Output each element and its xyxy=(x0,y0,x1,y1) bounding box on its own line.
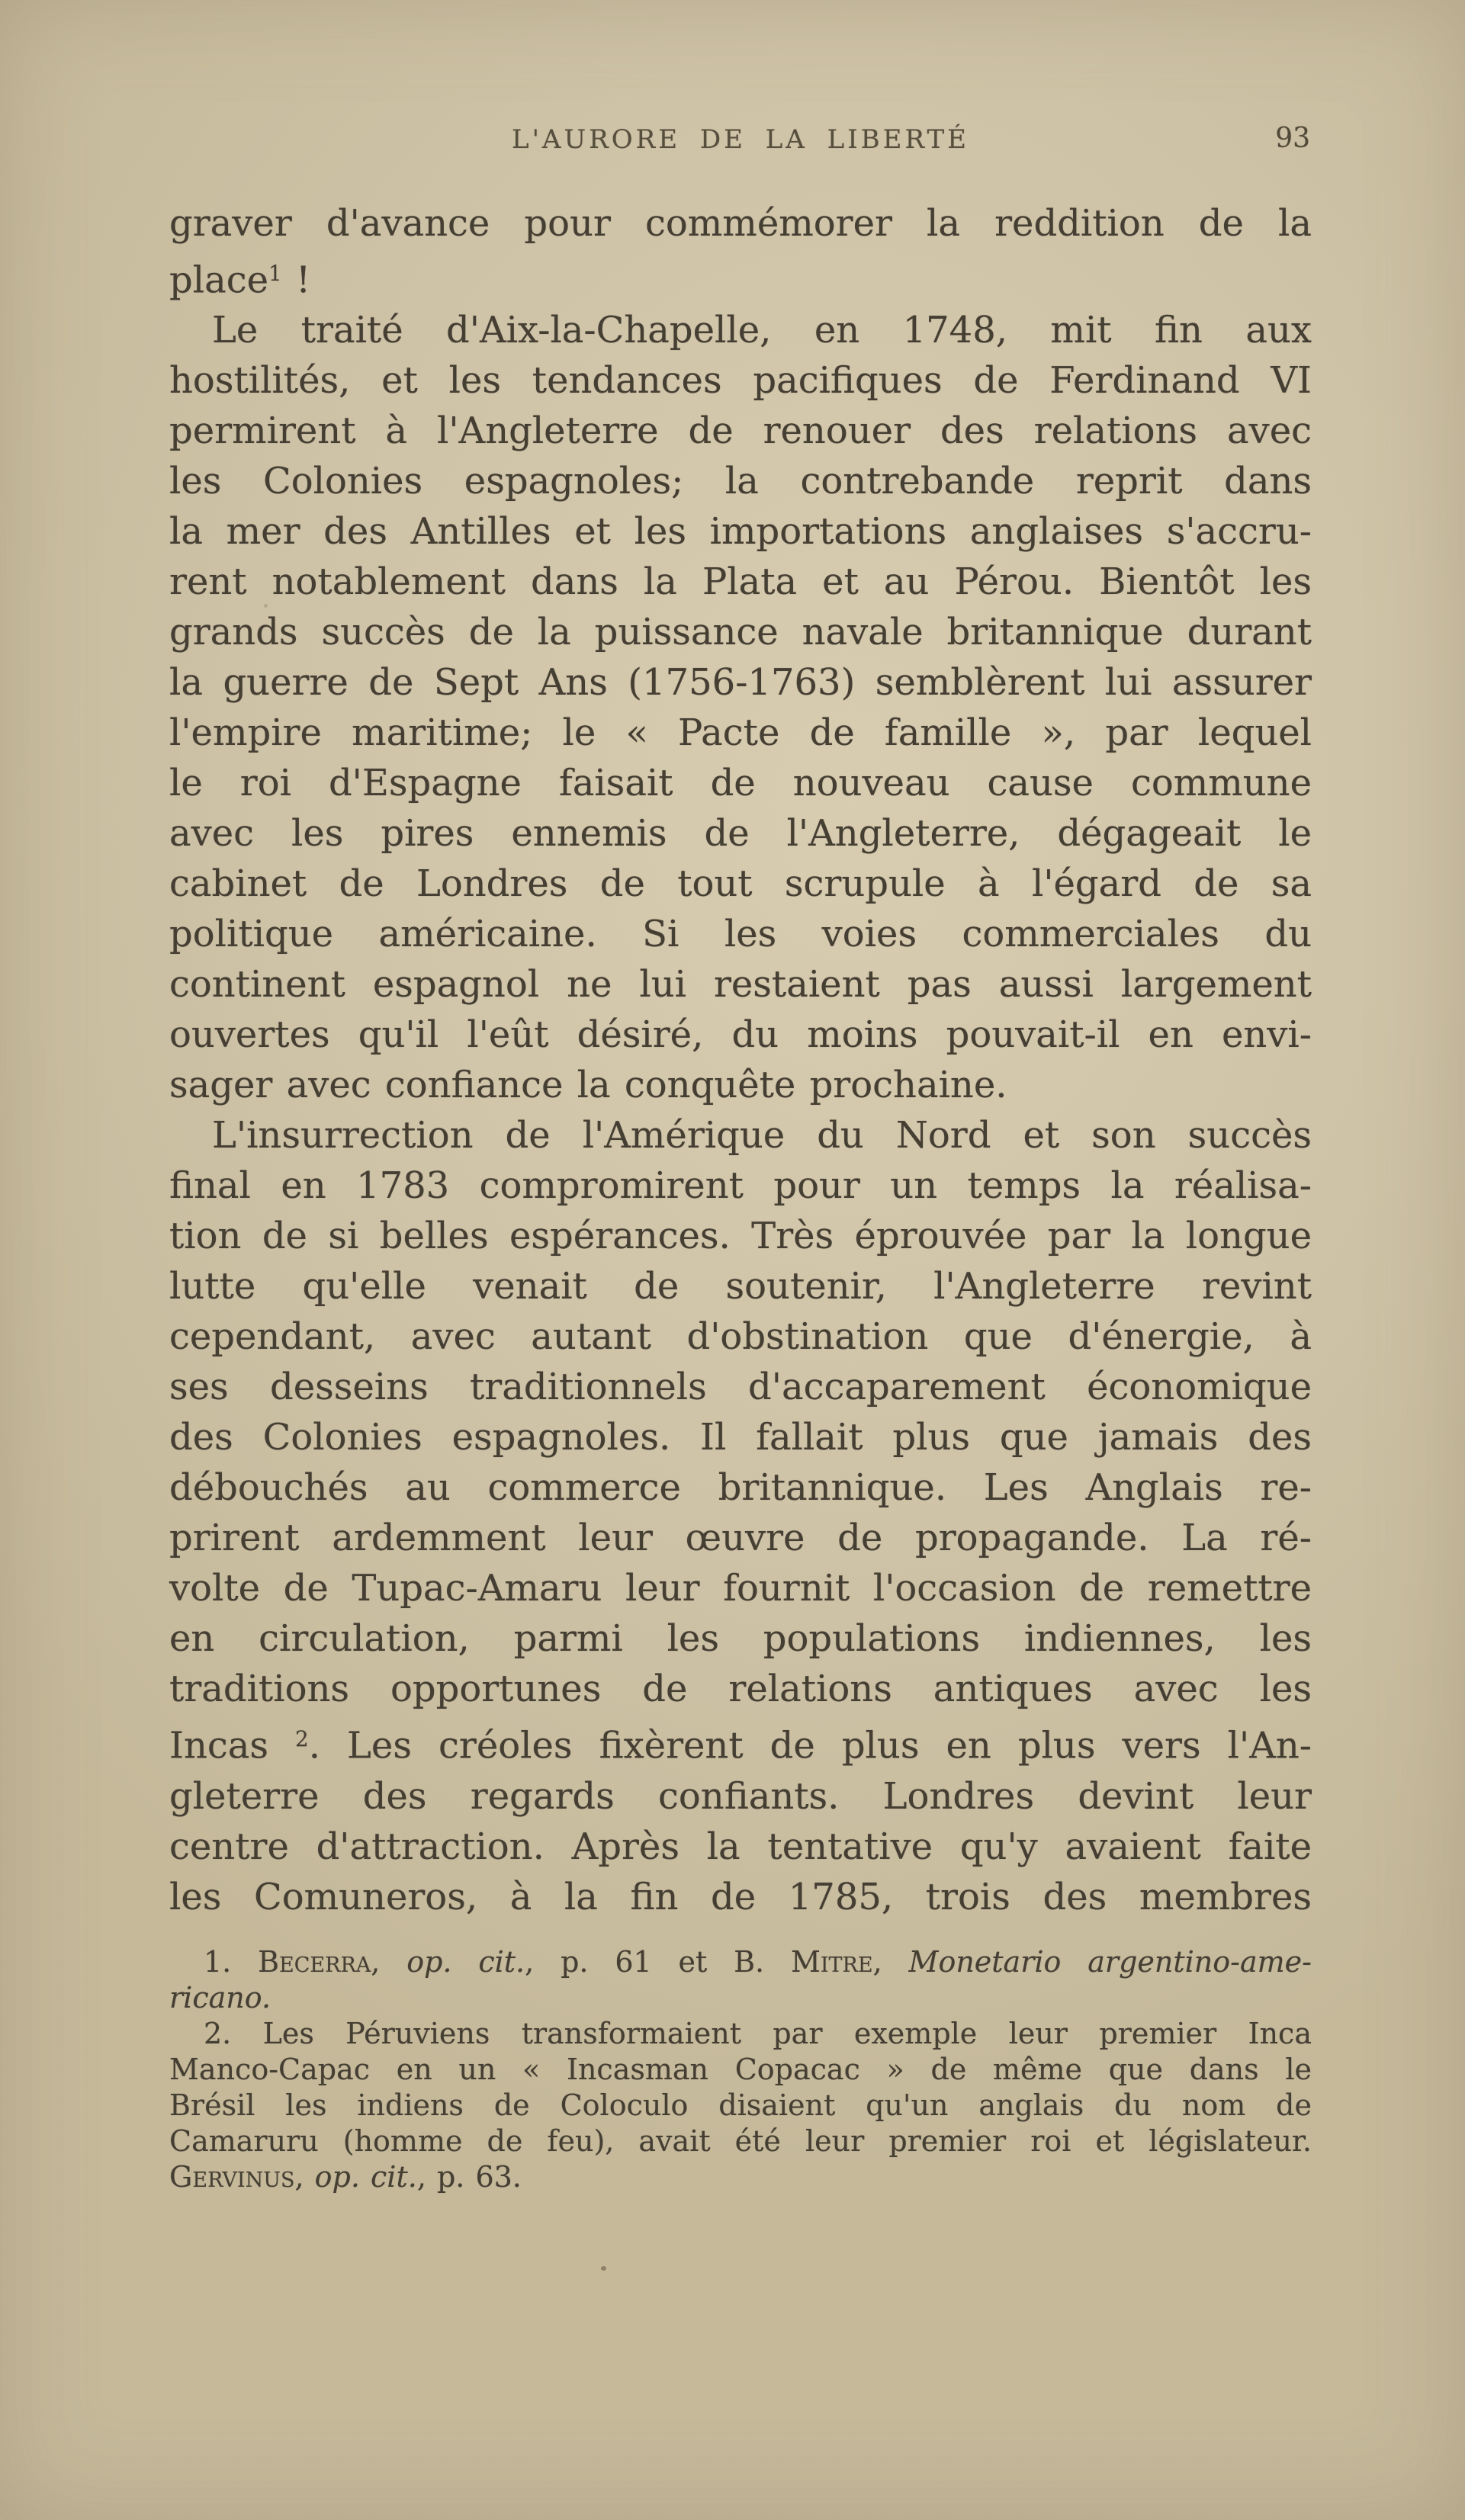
paper-speck xyxy=(601,2266,606,2271)
text-segment: Becerra xyxy=(258,1945,371,1979)
text-line xyxy=(169,1664,1312,1714)
text-line xyxy=(169,1160,1312,1211)
text-segment: Camaruru (homme de feu), avait été leur premier roi et législateur. xyxy=(169,2124,1312,2158)
text-line xyxy=(169,758,1312,808)
text-segment: ouvertes qu'il l'eût désiré, du moins pouvait-il en envi- xyxy=(169,1013,1312,1057)
text-segment: les Comuneros, à la fin de 1785, trois des membres xyxy=(169,1875,1312,1918)
text-line xyxy=(169,808,1312,859)
text-line xyxy=(169,1980,1312,2016)
text-segment: 1. xyxy=(204,1945,259,1979)
text-segment: traditions opportunes de relations antiques avec les xyxy=(169,1668,1312,1711)
text-line xyxy=(169,1462,1312,1513)
text-line xyxy=(169,1010,1312,1060)
text-segment: Mitre xyxy=(790,1945,873,1979)
text-segment: , p. 61 et B. xyxy=(525,1945,791,1979)
text-line xyxy=(169,198,1312,249)
text-line xyxy=(169,1060,1312,1110)
text-segment: l'empire maritime; le « Pacte de famille », par lequel xyxy=(169,711,1312,755)
text-line xyxy=(169,557,1312,607)
text-segment: le roi d'Espagne faisait de nouveau cause commune xyxy=(169,762,1312,805)
running-title: L'AURORE DE LA LIBERTÉ xyxy=(512,124,969,155)
text-segment: graver d'avance pour commémorer la reddition de la xyxy=(169,202,1312,245)
text-segment: , xyxy=(371,1945,407,1979)
text-line xyxy=(169,2052,1312,2088)
text-line xyxy=(169,1513,1312,1563)
footnote-marker: 1 xyxy=(268,261,282,286)
text-segment: volte de Tupac-Amaru leur fournit l'occasion de remettre xyxy=(169,1567,1312,1610)
text-line xyxy=(169,1362,1312,1412)
text-line xyxy=(169,305,1312,355)
text-line xyxy=(169,959,1312,1010)
footnotes xyxy=(169,1944,1312,2195)
text-segment: hostilités, et les tendances pacifiques de Ferdinand VI xyxy=(169,359,1312,403)
text-line xyxy=(169,909,1312,959)
text-line xyxy=(169,2016,1312,2052)
text-segment: continent espagnol ne lui restaient pas aussi largement xyxy=(169,963,1312,1006)
text-segment: gleterre des regards confiants. Londres devint leur xyxy=(169,1774,1312,1818)
text-segment: Gervinus xyxy=(169,2160,295,2194)
text-segment: ricano. xyxy=(169,1981,271,2014)
text-line xyxy=(169,2088,1312,2124)
text-segment: des Colonies espagnoles. Il fallait plus que jamais des xyxy=(169,1416,1312,1459)
text-line xyxy=(169,1944,1312,1980)
text-line xyxy=(169,1211,1312,1261)
text-segment: les Colonies espagnoles; la contrebande reprit dans xyxy=(169,460,1312,503)
text-segment: Brésil les indiens de Coloculo disaient qu'un anglais du nom de xyxy=(169,2088,1312,2122)
text-line xyxy=(169,1613,1312,1664)
text-line xyxy=(169,456,1312,506)
text-segment: final en 1783 compromirent pour un temps la réalisa- xyxy=(169,1164,1312,1208)
text-segment: avec les pires ennemis de l'Angleterre, dégageait le xyxy=(169,812,1312,856)
text-line xyxy=(169,1110,1312,1160)
text-segment: grands succès de la puissance navale britannique durant xyxy=(169,611,1312,654)
text-segment: rent notablement dans la Plata et au Pérou. Bientôt les xyxy=(169,560,1312,604)
text-line xyxy=(169,1261,1312,1311)
text-segment: permirent à l'Angleterre de renouer des relations avec xyxy=(169,409,1312,453)
text-segment: ! xyxy=(281,258,311,302)
text-segment: Monetario argentino-ame- xyxy=(908,1945,1312,1979)
text-segment: lutte qu'elle venait de soutenir, l'Angleterre revint xyxy=(169,1265,1312,1308)
body-text xyxy=(169,198,1312,1922)
text-line xyxy=(169,859,1312,909)
text-segment: débouchés au commerce britannique. Les Anglais re- xyxy=(169,1466,1312,1510)
text-line xyxy=(169,1872,1312,1922)
text-segment: place xyxy=(169,258,268,302)
text-segment: tion de si belles espérances. Très éprouvée par la longue xyxy=(169,1215,1312,1258)
text-line xyxy=(169,607,1312,657)
page-header xyxy=(169,124,1312,158)
text-line xyxy=(169,1563,1312,1613)
text-segment: ses desseins traditionnels d'accaparement économique xyxy=(169,1366,1312,1409)
text-line xyxy=(169,1714,1312,1770)
text-segment: , xyxy=(872,1945,909,1979)
text-line xyxy=(169,2124,1312,2159)
text-line xyxy=(169,1822,1312,1872)
text-segment: prirent ardemment leur œuvre de propagande. La ré- xyxy=(169,1517,1312,1560)
text-segment: , xyxy=(294,2160,315,2194)
text-line xyxy=(169,1771,1312,1822)
text-segment: 2. Les Péruviens transformaient par exemple leur premier Inca xyxy=(204,2017,1312,2050)
text-segment: centre d'attraction. Après la tentative qu'y avaient faite xyxy=(169,1825,1312,1868)
footnote-marker: 2 xyxy=(295,1726,309,1752)
text-segment: op. cit. xyxy=(406,1945,525,1979)
text-segment: op. cit. xyxy=(314,2160,417,2194)
text-line xyxy=(169,506,1312,557)
page-number: 93 xyxy=(1275,123,1310,154)
paper-speck xyxy=(264,604,268,608)
text-line xyxy=(169,355,1312,406)
text-segment: , p. 63. xyxy=(416,2160,522,2194)
text-segment: cependant, avec autant d'obstination que d'énergie, à xyxy=(169,1315,1312,1359)
text-segment: . Les créoles fixèrent de plus en plus vers l'An- xyxy=(308,1724,1312,1767)
text-segment: la mer des Antilles et les importations anglaises s'accru- xyxy=(169,510,1312,554)
text-line xyxy=(169,708,1312,758)
text-segment: L'insurrection de l'Amérique du Nord et son succès xyxy=(212,1114,1312,1157)
text-segment: en circulation, parmi les populations indiennes, les xyxy=(169,1617,1312,1661)
text-segment: la guerre de Sept Ans (1756-1763) semblèrent lui assurer xyxy=(169,661,1312,705)
text-line xyxy=(169,406,1312,456)
text-line xyxy=(169,657,1312,708)
text-line xyxy=(169,2159,1312,2195)
text-segment: Incas xyxy=(169,1724,296,1767)
text-segment: Le traité d'Aix-la-Chapelle, en 1748, mit fin aux xyxy=(212,309,1312,352)
text-segment: cabinet de Londres de tout scrupule à l'égard de sa xyxy=(169,862,1312,906)
text-segment: Manco-Capac en un « Incasman Copacac » de même que dans le xyxy=(169,2053,1312,2086)
text-line xyxy=(169,1311,1312,1362)
text-line xyxy=(169,249,1312,305)
text-line xyxy=(169,1412,1312,1462)
text-segment: sager avec confiance la conquête prochaine. xyxy=(169,1064,1007,1107)
text-segment: politique américaine. Si les voies commerciales du xyxy=(169,913,1312,956)
